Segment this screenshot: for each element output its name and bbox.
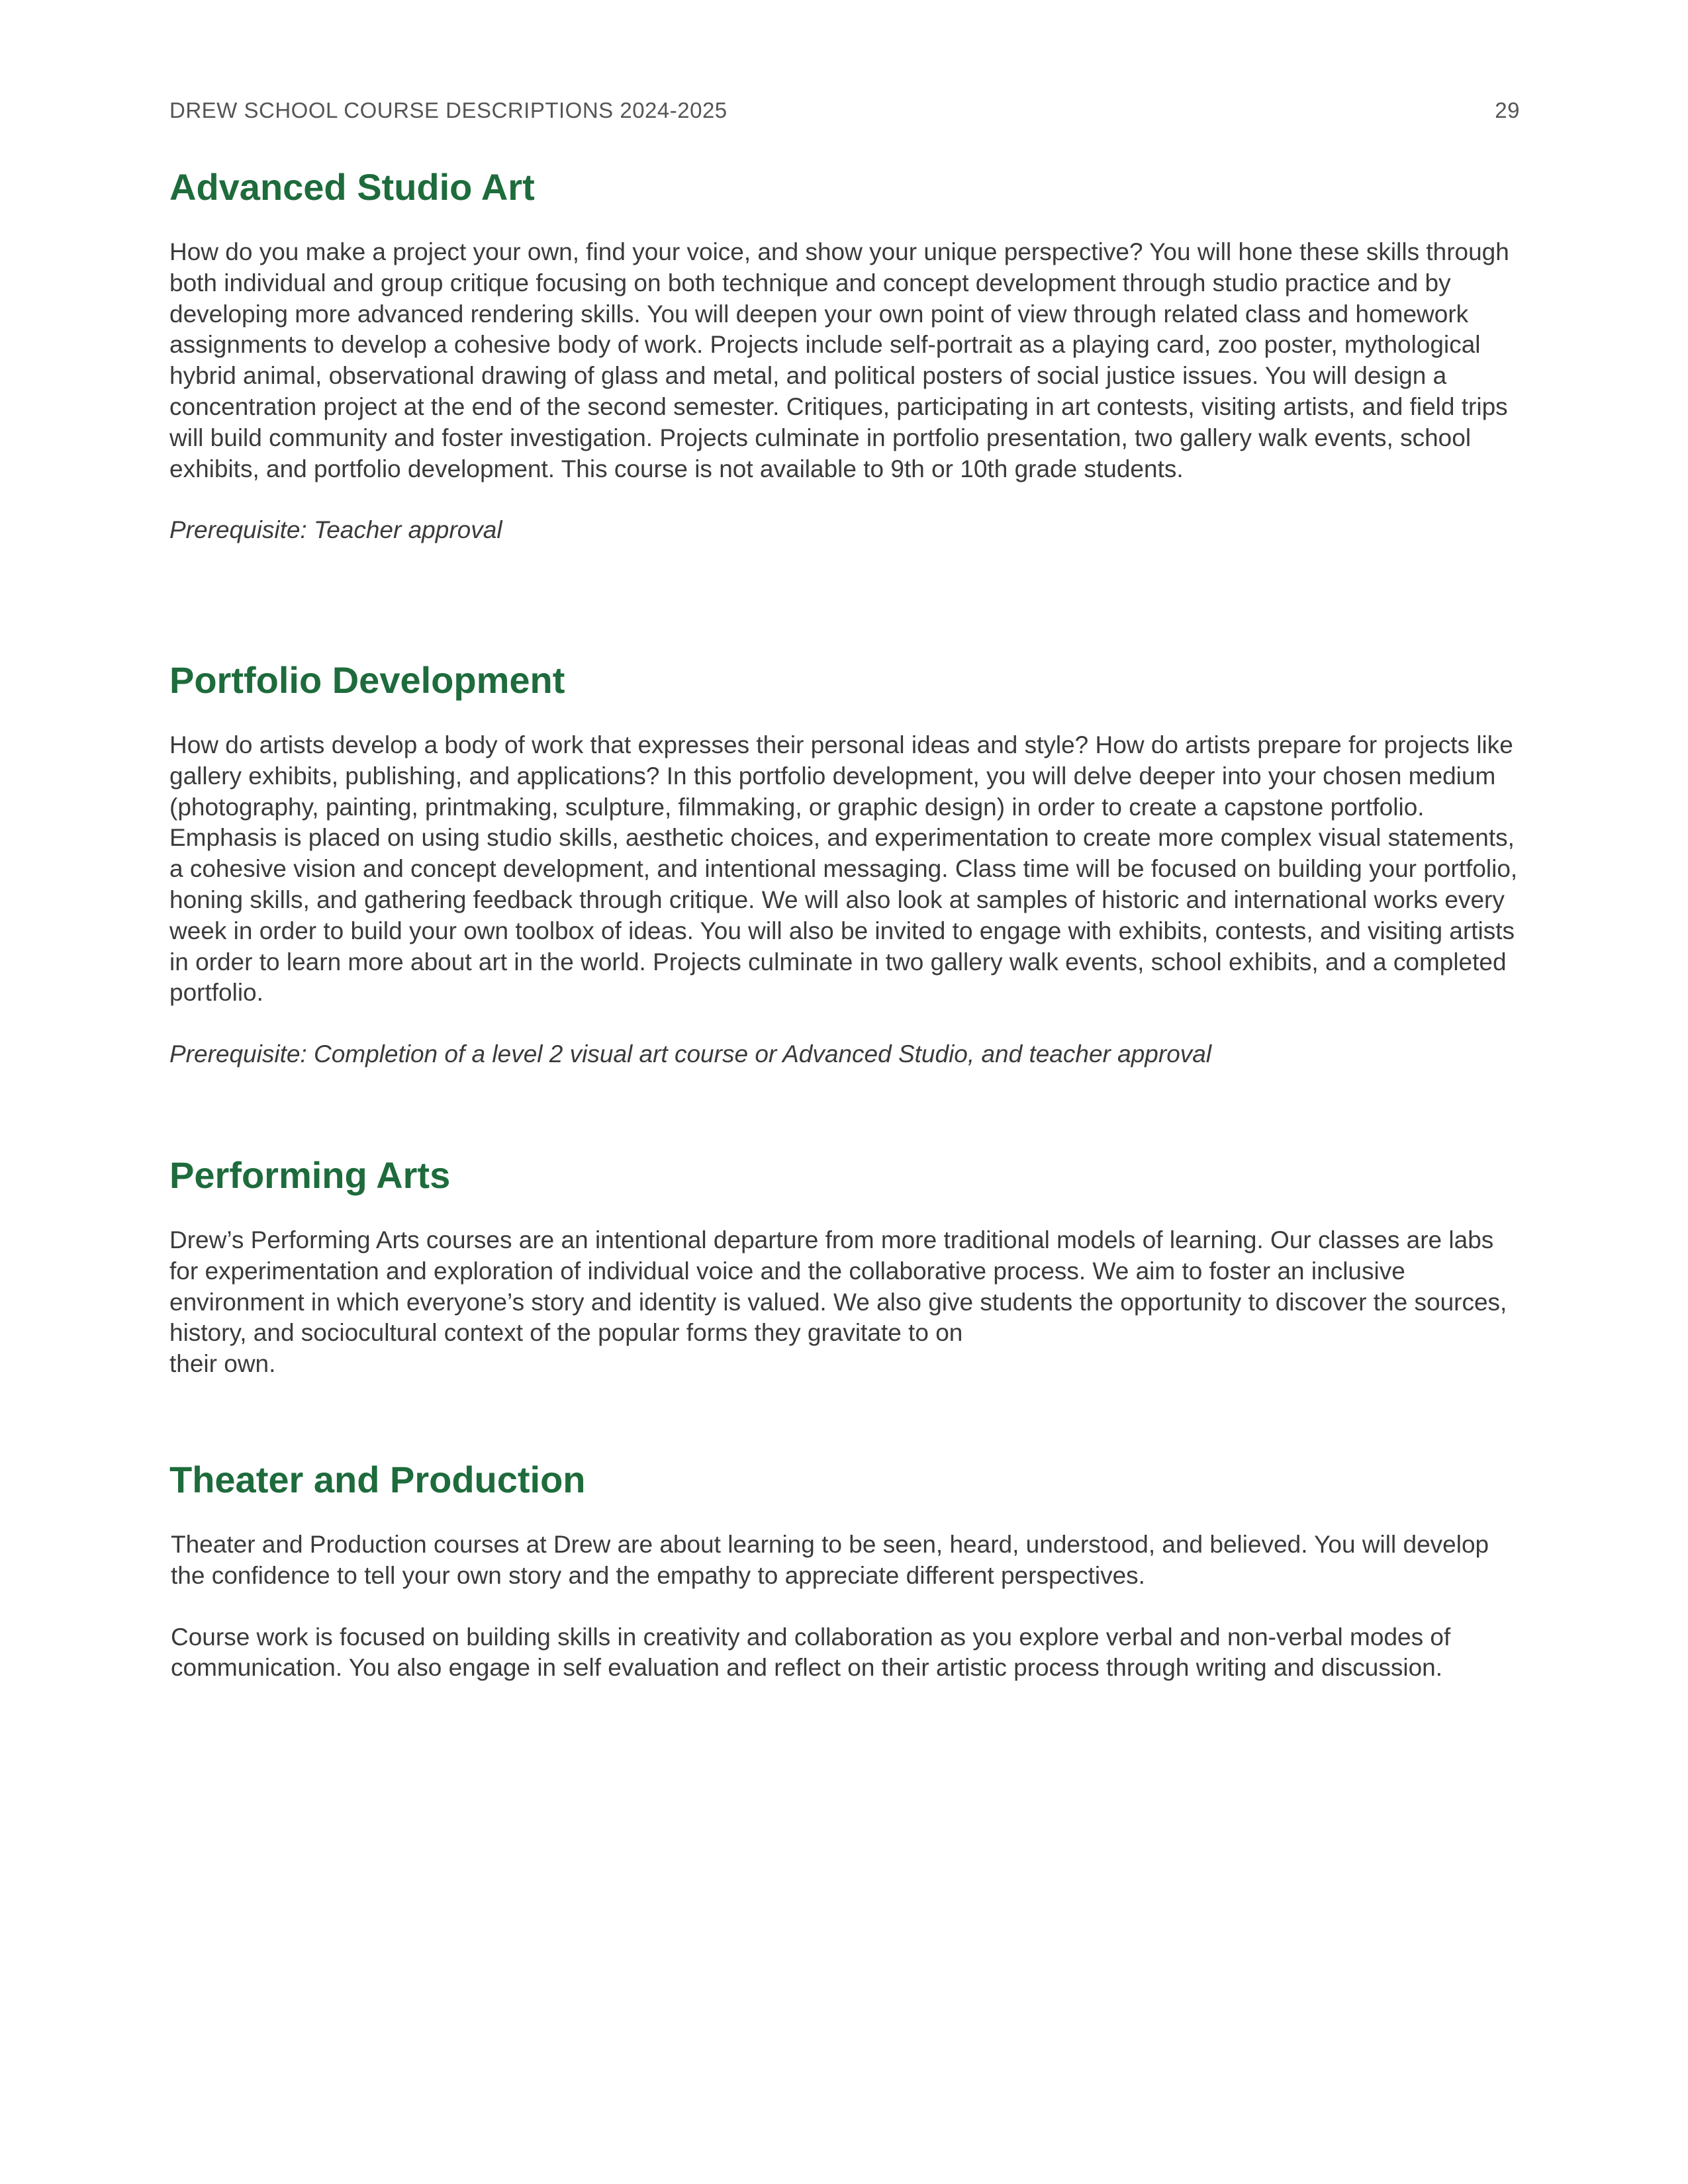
- running-header: [169, 98, 1520, 127]
- section-heading: Performing Arts: [169, 1154, 451, 1196]
- document-page: [169, 0, 1520, 2184]
- section-performing-arts: [169, 1152, 1520, 1380]
- section-body: Drew’s Performing Arts courses are an intentional departure from more traditional models of learning. Our classes are labs for experimentation and exploration of individual voice and the collaborative process. We aim to foster an inclusive environment in which everyone’s story and identity is valued. We also give students the opportunity to discover the sources, history, and sociocultural context of the popular forms they gravitate to on: [169, 1226, 1507, 1347]
- section-advanced-studio-art: [169, 164, 1520, 546]
- section-theater-and-production: [171, 1457, 1521, 1684]
- section-body: Theater and Production courses at Drew are about learning to be seen, heard, understood, and believed. You will develop the confidence to tell your own story and the empathy to appreciate different perspectives.: [171, 1531, 1489, 1589]
- section-portfolio-development: [169, 657, 1520, 1070]
- document-title: DREW SCHOOL COURSE DESCRIPTIONS 2024-2025: [169, 98, 727, 122]
- section-body: How do artists develop a body of work that expresses their personal ideas and style? How do artists prepare for projects like gallery exhibits, publishing, and applications? In this portfolio development, you will delve deeper into your chosen medium (photography, painting, printmaking, sculpture, filmmaking, or graphic design) in order to create a capstone portfolio. Emphasis is placed on using studio skills, aesthetic choices, and experimentation to create more complex visual statements, a cohesive vision and concept development, and intentional messaging. Class time will be focused on building your portfolio, honing skills, and gathering feedback through critique. We will also look at samples of historic and international works every week in order to build your own toolbox of ideas. You will also be invited to engage with exhibits, contests, and visiting artists in order to learn more about art in the world. Projects culminate in two gallery walk events, school exhibits, and a completed portfolio.: [169, 731, 1518, 1007]
- section-body-continuation: their own.: [169, 1350, 276, 1378]
- section-heading: Theater and Production: [169, 1459, 586, 1500]
- section-body: How do you make a project your own, find your voice, and show your unique perspective? You will hone these skills through both individual and group critique focusing on both technique and concept development through studio practice and by developing more advanced rendering skills. You will deepen your own point of view through related class and homework assignments to develop a cohesive body of work. Projects include self-portrait as a playing card, zoo poster, mythological hybrid animal, observational drawing of glass and metal, and political posters of social justice issues. You will design a concentration project at the end of the second semester. Critiques, participating in art contests, visiting artists, and field trips will build community and foster investigation. Projects culminate in portfolio presentation, two gallery walk events, school exhibits, and portfolio development. This course is not available to 9th or 10th grade students.: [169, 238, 1509, 482]
- section-heading: Portfolio Development: [169, 659, 565, 701]
- section-body: Course work is focused on building skills in creativity and collaboration as you explore verbal and non-verbal modes of communication. You also engage in self evaluation and reflect on their artistic process through writing and discussion.: [171, 1623, 1451, 1682]
- section-heading: Advanced Studio Art: [169, 166, 535, 208]
- page-number: 29: [1495, 98, 1520, 122]
- prerequisite-note: Prerequisite: Teacher approval: [169, 516, 502, 544]
- prerequisite-note: Prerequisite: Completion of a level 2 visual art course or Advanced Studio, and teacher approval: [169, 1040, 1212, 1068]
